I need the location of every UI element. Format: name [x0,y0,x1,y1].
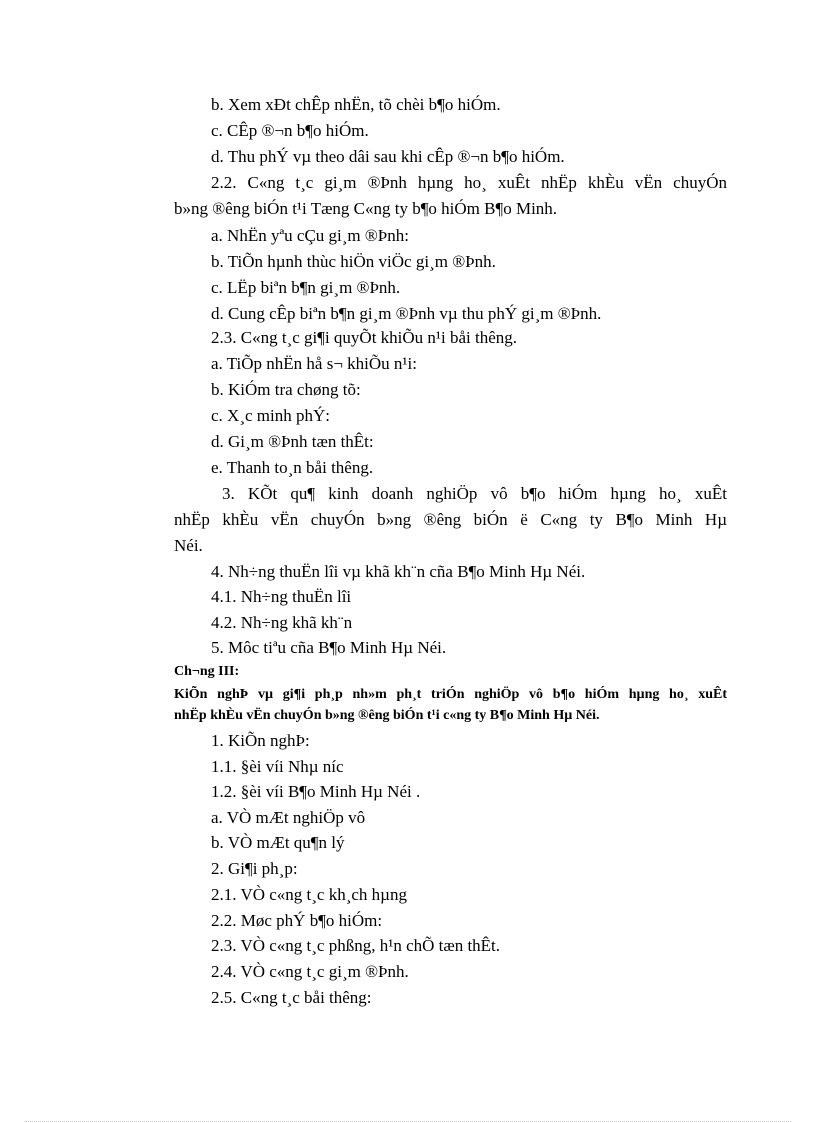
text-line: nhËp khÈu vËn chuyÓn b»ng ®êng biÓn ë C«ng ty B¶o Minh Hµ [174,510,727,529]
text-line: 4.2. Nh÷ng khã kh¨n [211,613,353,632]
text-line: b. VÒ mÆt qu¶n lý [211,833,345,852]
text-line: 2.4. VÒ c«ng t¸c gi¸m ®Þnh. [211,962,409,981]
section-heading: 5. Môc tiªu cña B¶o Minh Hµ Néi. [211,638,447,657]
text-line: 2.2. Møc phÝ b¶o hiÓm: [211,911,383,930]
section-heading: 2.3. C«ng t¸c gi¶i quyÕt khiÕu n¹i båi thêng. [211,328,518,347]
chapter-title: nhËp khÈu vËn chuyÓn b»ng ®êng biÓn t¹i c«ng ty B¶o Minh Hµ Néi. [174,708,600,723]
text-line: b. TiÕn hµnh thùc hiÖn viÖc gi¸m ®Þnh. [211,252,496,271]
chapter-title: KiÕn nghÞ vµ gi¶i ph¸p nh»m ph¸t triÓn nghiÖp vô b¶o hiÓm hµng ho¸ xuÊt [174,687,727,702]
text-line: e. Thanh to¸n båi thêng. [211,458,374,477]
section-heading: 1. KiÕn nghÞ: [211,731,310,750]
text-line: b. Xem xĐt chÊp nhËn, tõ chèi b¶o hiÓm. [211,95,501,114]
text-line: 1.2. §èi víi B¶o Minh Hµ Néi . [211,782,421,801]
text-line: c. X¸c minh phÝ: [211,406,330,425]
text-line: a. VÒ mÆt nghiÖp vô [211,808,366,827]
text-line: 4.1. Nh÷ng thuËn lîi [211,587,352,606]
text-line: d. Thu phÝ vµ theo dâi sau khi cÊp ®¬n b¶o hiÓm. [211,147,565,166]
section-heading: 3. KÕt qu¶ kinh doanh nghiÖp vô b¶o hiÓm hµng ho¸ xuÊt [222,484,727,503]
text-line: 1.1. §èi víi Nhµ níc [211,757,344,776]
chapter-label: Ch¬ng III: [174,664,240,679]
text-line: a. TiÕp nhËn hå s¬ khiÕu n¹i: [211,354,417,373]
text-line: b»ng ®êng biÓn t¹i Tæng C«ng ty b¶o hiÓm B¶o Minh. [174,199,558,218]
text-line: d. Cung cÊp biªn b¶n gi¸m ®Þnh vµ thu phÝ gi¸m ®Þnh. [211,304,602,323]
section-heading: 2.2. C«ng t¸c gi¸m ®Þnh hµng ho¸ xuÊt nhËp khÈu vËn chuyÓn [211,173,727,192]
text-line: 2.3. VÒ c«ng t¸c phßng, h¹n chÕ tæn thÊt. [211,936,501,955]
text-line: Néi. [174,536,203,555]
page-bottom-divider [25,1121,791,1122]
section-heading: 2. Gi¶i ph¸p: [211,859,298,878]
text-line: c. CÊp ®¬n b¶o hiÓm. [211,121,369,140]
text-line: a. NhËn yªu cÇu gi¸m ®Þnh: [211,226,409,245]
text-line: d. Gi¸m ®Þnh tæn thÊt: [211,432,374,451]
section-heading: 4. Nh÷ng thuËn lîi vµ khã kh¨n cña B¶o Minh Hµ Néi. [211,562,586,581]
text-line: 2.5. C«ng t¸c båi thêng: [211,988,372,1007]
text-line: c. LËp biªn b¶n gi¸m ®Þnh. [211,278,401,297]
text-line: b. KiÓm tra chøng tõ: [211,380,361,399]
text-line: 2.1. VÒ c«ng t¸c kh¸ch hµng [211,885,407,904]
